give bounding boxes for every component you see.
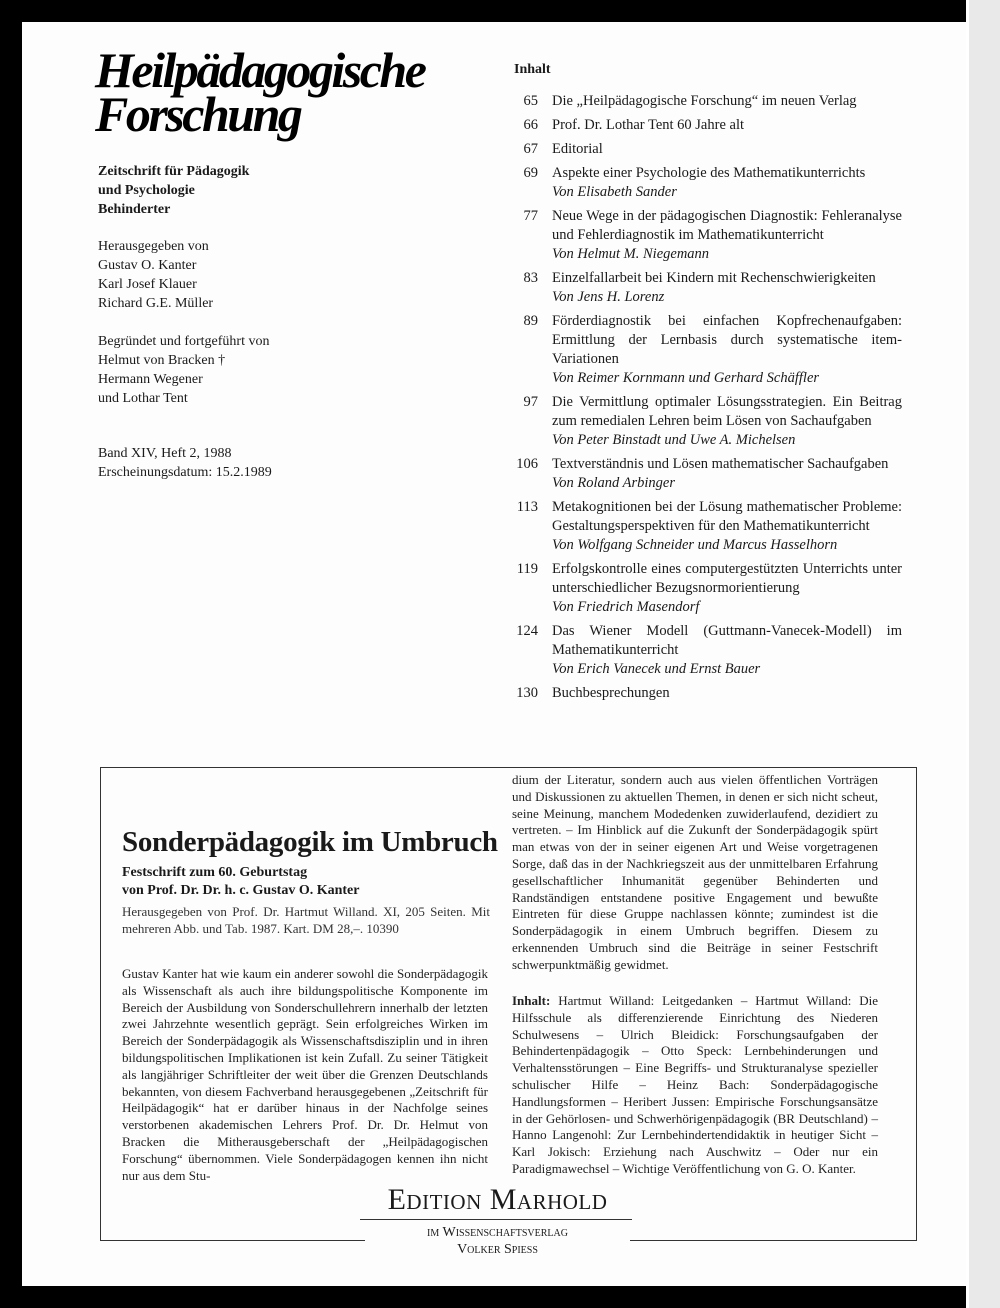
- toc-entry-body: [552, 207, 902, 264]
- publisher-line-3: Volker Spiess: [457, 1242, 538, 1257]
- founders-line: und Lothar Tent: [98, 391, 188, 406]
- toc-page-number: 119: [516, 561, 538, 577]
- toc-entry-body: [552, 312, 902, 388]
- toc-entry: [500, 164, 902, 202]
- toc-entry: [500, 269, 902, 307]
- toc-entry-author: Von Peter Binstadt und Uwe A. Michelsen: [552, 432, 796, 448]
- editors-line: Herausgegeben von: [98, 239, 209, 254]
- toc-entry-title: Neue Wege in der pädagogischen Diagnostik: Fehleranalyse und Fehlerdiagnostik im Mathematikunterricht: [552, 208, 902, 243]
- journal-subtitle: [98, 162, 249, 219]
- toc-entry-body: [552, 622, 902, 679]
- founders: [98, 332, 269, 408]
- book-subtitle: [122, 864, 359, 900]
- toc-entry-title: Förderdiagnostik bei einfachen Kopfrechenaufgaben: Ermittlung der Lernbasis durch systematische item-Variationen: [552, 313, 902, 367]
- toc-entry-body: [552, 269, 902, 307]
- subtitle-line: Zeitschrift für Pädagogik: [98, 164, 250, 179]
- issue-line: Band XIV, Heft 2, 1988: [98, 446, 232, 461]
- contents-label: Inhalt:: [512, 993, 551, 1008]
- book-contents: [512, 993, 878, 1178]
- book-description-right: dium der Literatur, sondern auch aus vielen öffentlichen Vorträgen und Diskussionen zu aktuellen Themen, in denen er sich nicht scheut, seine Meinung, manchem Modedenken zuwiderlaufend, dezidiert zu vertreten. – Im Hinblick auf die Zukunft der Sonderpädagogik spürt man etwas von der in seiner eigenen Art und Weise vorgetragenen Sorge, daß das in der Nachkriegszeit aus der unmittelbaren Erfahrung gesellschaftlicher Inhumanität gegenüber Behinderten und Randständigen entstandene positive Engagement und bewußte Eintreten für diese Gruppe nachlassen könnte; zumindest ist die Sonderpädagogik in einem Umbruch begriffen. Diesem zu erkennenden Umbruch sind die Beiträge in seiner Festschrift schwerpunktmäßig gewidmet.: [512, 772, 878, 972]
- toc-entry-title: Die „Heilpädagogische Forschung“ im neuen Verlag: [552, 93, 857, 109]
- toc-entry-body: [552, 455, 902, 493]
- toc-page-number: 77: [523, 208, 538, 224]
- toc-entry-body: [552, 560, 902, 617]
- toc-entry-body: [552, 116, 902, 135]
- toc-entry-title: Metakognitionen bei der Lösung mathematischer Probleme: Gestaltungsperspektiven für den Mathematikunterricht: [552, 499, 902, 534]
- toc-entry: [500, 92, 902, 111]
- toc-page-number: 97: [523, 394, 538, 410]
- toc-entry: [500, 393, 902, 450]
- toc-entry: [500, 455, 902, 493]
- publication-date: Erscheinungsdatum: 15.2.1989: [98, 465, 272, 480]
- book-description-left: Gustav Kanter hat wie kaum ein anderer sowohl die Sonderpädagogik als Wissenschaft als auch ihre bildungspolitische Komponente im Bereich der Ausbildung von Sonderschullehrern innerhalb der letzten zwei Jahrzehnte wesentlich geprägt. Sein erfolgreiches Wirken im Bereich der Sonderpädagogik als Wissenschaftsdisziplin und in ihren bildungspolitischen Implikationen ist kein Zufall. Zu seiner Tätigkeit als langjähriger Schriftleiter der weit über die Grenzen Deutschlands bekannten, von diesem Fachverband herausgegebenen „Zeitschrift für Heilpädagogik“ hat er darüber hinaus in der Nachfolge seines verstorbenen akademischen Lehrers Prof. Dr. Dr. Helmut von Bracken die Mitherausgeberschaft der „Heilpädagogischen Forschung“ übernommen. Viele Sonderpädagogen kennen ihn nicht nur aus dem Stu-: [122, 966, 488, 1183]
- toc-page-number: 124: [516, 623, 538, 639]
- toc-entry: [500, 560, 902, 617]
- logo-line-2: Forschung: [95, 86, 301, 142]
- journal-logo: [95, 42, 425, 142]
- founders-line: Hermann Wegener: [98, 372, 203, 387]
- toc-entry-author: Von Wolfgang Schneider und Marcus Hasselhorn: [552, 537, 838, 553]
- toc-page-number: 67: [523, 141, 538, 157]
- toc-entry: [500, 622, 902, 679]
- founders-line: Begründet und fortgeführt von: [98, 334, 270, 349]
- book-subtitle-line: Festschrift zum 60. Geburtstag: [122, 865, 308, 880]
- toc-entry-author: Von Friedrich Masendorf: [552, 599, 700, 615]
- toc-entry-title: Aspekte einer Psychologie des Mathematikunterrichts: [552, 165, 866, 181]
- editors-line: Gustav O. Kanter: [98, 258, 197, 273]
- book-title: Sonderpädagogik im Umbruch: [122, 826, 498, 858]
- toc-page-number: 130: [516, 685, 538, 701]
- toc-entry-title: Prof. Dr. Lothar Tent 60 Jahre alt: [552, 117, 745, 133]
- toc-entry-title: Einzelfallarbeit bei Kindern mit Rechenschwierigkeiten: [552, 270, 876, 286]
- toc-entry: [500, 116, 902, 135]
- toc-entry-title: Editorial: [552, 141, 603, 157]
- toc-page-number: 89: [523, 313, 538, 329]
- toc-entry-author: Von Jens H. Lorenz: [552, 289, 665, 305]
- toc-entry-title: Textverständnis und Lösen mathematischer Sachaufgaben: [552, 456, 889, 472]
- toc-entry-body: [552, 164, 902, 202]
- toc-page-number: 69: [523, 165, 538, 181]
- toc-entry: [500, 312, 902, 388]
- editors-line: Richard G.E. Müller: [98, 296, 214, 311]
- subtitle-line: Behinderter: [98, 202, 171, 217]
- table-of-contents: [500, 92, 902, 708]
- toc-entry-author: Von Elisabeth Sander: [552, 184, 677, 200]
- publisher-logo: Edition Marhold: [387, 1183, 608, 1216]
- toc-entry-author: Von Reimer Kornmann und Gerhard Schäffler: [552, 370, 820, 386]
- toc-page-number: 83: [523, 270, 538, 286]
- toc-page-number: 106: [516, 456, 538, 472]
- toc-heading: Inhalt: [514, 62, 551, 77]
- toc-entry-body: [552, 684, 902, 703]
- subtitle-line: und Psychologie: [98, 183, 195, 198]
- toc-entry-title: Die Vermittlung optimaler Lösungsstrategien. Ein Beitrag zum remedialen Lehren beim Lösen von Sachaufgaben: [552, 394, 902, 429]
- book-subtitle-line: von Prof. Dr. Dr. h. c. Gustav O. Kanter: [122, 883, 360, 898]
- toc-entry-author: Von Roland Arbinger: [552, 475, 675, 491]
- toc-entry-body: [552, 92, 902, 111]
- toc-page-number: 66: [523, 117, 538, 133]
- editors-line: Karl Josef Klauer: [98, 277, 197, 292]
- toc-entry-author: Von Helmut M. Niegemann: [552, 246, 710, 262]
- founders-line: Helmut von Bracken †: [98, 353, 226, 368]
- contents-text: Hartmut Willand: Leitgedanken – Hartmut Willand: Die Hilfsschule als differenzierende Einrichtung des Niederen Schulwesens – Ulrich Bleidick: Forschungsaufgaben der Behindertenpädagogik – Otto Speck: Lernbehinderungen und Verhaltensstörungen – Eine Begriffs- und Strukturanalyse spezieller schulischer Hilfe – Heinz Bach: Sonderpädagogische Handlungsformen – Heribert Jussen: Empirische Forschungsansätze in der Gehörlosen- und Schwerhörigenpädagogik (BR Deutschland) – Hanno Langenohl: Zur Lernbehindertendidaktik in heutiger Sicht – Karl Jokisch: Erziehung nach Auschwitz – Oder nur ein Paradigmawechsel – Wichtige Veröffentlichung von G. O. Kanter.: [512, 993, 879, 1176]
- toc-entry-body: [552, 140, 902, 159]
- toc-entry: [500, 207, 902, 264]
- toc-entry: [500, 140, 902, 159]
- toc-entry-title: Buchbesprechungen: [552, 685, 670, 701]
- toc-page-number: 113: [516, 499, 538, 515]
- logo-line-1: Heilpädagogische: [95, 42, 425, 98]
- toc-entry-body: [552, 498, 902, 555]
- publisher-rule: [360, 1219, 632, 1220]
- issue-info: [98, 444, 272, 482]
- toc-entry-body: [552, 393, 902, 450]
- publisher-line-2: im Wissenschaftsverlag: [427, 1225, 568, 1240]
- toc-entry-author: Von Erich Vanecek und Ernst Bauer: [552, 661, 761, 677]
- book-meta: Herausgegeben von Prof. Dr. Hartmut Willand. XI, 205 Seiten. Mit mehreren Abb. und Tab. 1987. Kart. DM 28,–. 10390: [122, 904, 490, 936]
- toc-entry-title: Das Wiener Modell (Guttmann-Vanecek-Modell) im Mathematikunterricht: [552, 623, 902, 658]
- toc-page-number: 65: [523, 93, 538, 109]
- page-edge: [966, 0, 1000, 1308]
- toc-entry: [500, 684, 902, 703]
- editors: [98, 237, 213, 313]
- toc-entry: [500, 498, 902, 555]
- toc-entry-title: Erfolgskontrolle eines computergestützten Unterrichts unter unterschiedlicher Bezugsnormorientierung: [552, 561, 902, 596]
